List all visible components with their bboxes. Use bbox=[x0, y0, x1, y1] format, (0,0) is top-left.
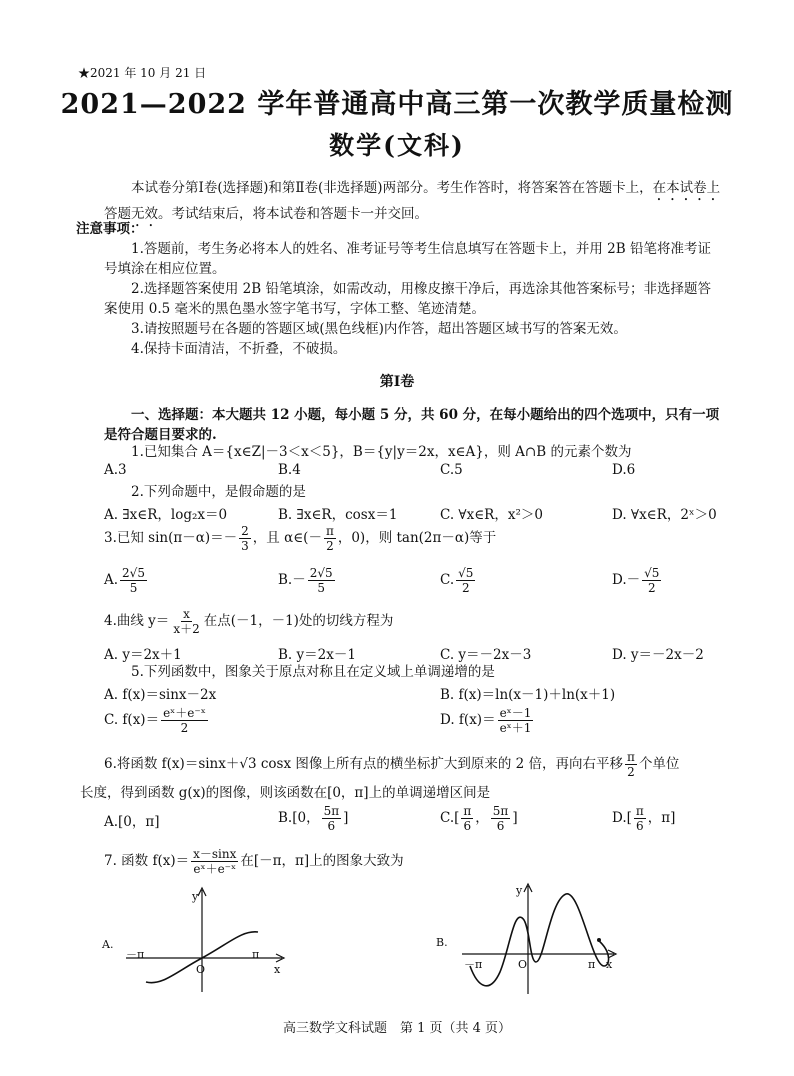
q3-c-prefix: C. bbox=[440, 572, 455, 588]
graph-b-pi: π bbox=[588, 958, 596, 971]
q5-d-den: eˣ＋1 bbox=[499, 721, 532, 735]
q6-d-den: 6 bbox=[636, 819, 644, 833]
q6-c1-den: 6 bbox=[463, 819, 472, 833]
q5-option-c bbox=[104, 706, 210, 735]
graph-b-label: B. bbox=[436, 936, 448, 949]
q6-c-fraction-2 bbox=[491, 804, 511, 833]
q7-stem-text-1: 7. 函数 f(x)＝ bbox=[104, 853, 190, 869]
q3-fraction-1-num: 2 bbox=[241, 524, 249, 538]
q7-graph-b bbox=[432, 876, 632, 1006]
intro-paragraph bbox=[104, 178, 724, 230]
q7-fraction-num: x－sinx bbox=[193, 847, 237, 861]
q5-c-den: 2 bbox=[180, 721, 189, 735]
q4-stem-text-1: 4.曲线 y＝ bbox=[104, 613, 170, 629]
q6-d-fraction bbox=[634, 804, 646, 833]
q6-c-prefix: C.[ bbox=[440, 810, 460, 826]
q2-option-b: B. ∃x∈R，cosx＝1 bbox=[278, 507, 398, 523]
q5-option-b: B. f(x)＝ln(x－1)＋ln(x＋1) bbox=[440, 687, 616, 703]
q1-option-d: D.6 bbox=[612, 462, 636, 478]
q5-c-prefix: C. f(x)＝ bbox=[104, 712, 160, 728]
q3-stem bbox=[104, 524, 496, 553]
q3-stem-text-3: ，0)，则 tan(2π－α)等于 bbox=[337, 530, 497, 546]
graph-b-y-label: y bbox=[516, 884, 523, 897]
q6-fraction-den: 2 bbox=[627, 765, 635, 779]
q7-stem bbox=[104, 847, 404, 876]
q3-option-b bbox=[278, 566, 337, 595]
graph-a-label: A. bbox=[102, 938, 114, 951]
q1-option-c: C.5 bbox=[440, 462, 463, 478]
q3-a-fraction bbox=[120, 566, 147, 595]
q6-d-num: π bbox=[635, 804, 644, 818]
q4-fraction bbox=[171, 607, 201, 636]
notice-item-1: 1.答题前，考生务必将本人的姓名、准考证号等考生信息填写在答题卡上，并用 2B 铅笔将准考证号填涂在相应位置。 bbox=[104, 241, 711, 277]
q6-c-suffix: ] bbox=[512, 810, 518, 826]
q6-fraction bbox=[625, 750, 637, 779]
q6-option-b bbox=[278, 804, 348, 833]
q3-a-prefix: A. bbox=[104, 572, 119, 588]
q6-b-prefix: B.[0， bbox=[278, 810, 320, 826]
graph-a-origin: O bbox=[196, 963, 206, 976]
q2-option-c: C. ∀x∈R，x²＞0 bbox=[440, 507, 543, 523]
q1-stem: 1.已知集合 A＝{x∈Z|－3＜x＜5}，B＝{y|y＝2x，x∈A}，则 A∩B 的元素个数为 bbox=[131, 444, 632, 460]
q3-option-c bbox=[440, 566, 477, 595]
q3-stem-text-2: ，且 α∈(－ bbox=[252, 530, 322, 546]
q3-b-fraction bbox=[308, 566, 335, 595]
q1-option-a: A.3 bbox=[104, 462, 127, 478]
q3-b-den: 5 bbox=[317, 581, 325, 595]
q5-option-d bbox=[440, 706, 535, 735]
q6-stem-text-1: 6.将函数 f(x)＝sinx＋√3 cosx 图像上所有点的横坐标扩大到原来的 2 倍，再向右平移 bbox=[104, 756, 624, 772]
q3-fraction-1-den: 3 bbox=[241, 539, 249, 553]
q6-option-a: A.[0，π] bbox=[104, 814, 160, 830]
q6-d-prefix: D.[ bbox=[612, 810, 632, 826]
intro-emphasis-2: 试卷上答题无效 bbox=[104, 180, 721, 222]
graph-a-pi: π bbox=[252, 948, 260, 961]
q5-option-a: A. f(x)＝sinx－2x bbox=[104, 687, 217, 703]
q3-fraction-2 bbox=[324, 524, 336, 553]
exam-subject: 数学(文科) bbox=[329, 131, 465, 160]
page-footer: 高三数学文科试题 第 1 页（共 4 页） bbox=[282, 1021, 512, 1036]
q5-c-fraction bbox=[161, 706, 208, 735]
q6-c-fraction-1 bbox=[461, 804, 473, 833]
q3-option-a bbox=[104, 566, 149, 595]
q6-c-mid: ， bbox=[475, 810, 489, 826]
graph-a-y-label: y bbox=[192, 890, 199, 903]
q3-stem-text-1: 3.已知 sin(π－α)＝－ bbox=[104, 530, 238, 546]
q5-d-num: eˣ－1 bbox=[499, 706, 532, 720]
q4-stem bbox=[104, 607, 393, 636]
notice-item-3: 3.请按照题号在各题的答题区域(黑色线框)内作答，超出答题区域书写的答案无效。 bbox=[131, 321, 627, 337]
q6-c2-num: 5π bbox=[492, 804, 509, 818]
q4-option-c: C. y＝－2x－3 bbox=[440, 647, 532, 663]
intro-emphasis-1: 在本 bbox=[652, 180, 680, 196]
q4-option-a: A. y＝2x＋1 bbox=[104, 647, 182, 663]
q6-b-suffix: ] bbox=[343, 810, 349, 826]
q3-a-num: 2√5 bbox=[122, 566, 145, 580]
q3-fraction-2-num: π bbox=[325, 524, 334, 538]
q2-option-d: D. ∀x∈R，2ˣ＞0 bbox=[612, 507, 717, 523]
graph-a-x-label: x bbox=[274, 963, 281, 976]
q3-c-fraction bbox=[456, 566, 475, 595]
notice-item-2: 2.选择题答案使用 2B 铅笔填涂，如需改动，用橡皮擦干净后，再选涂其他答案标号；非选择题答案使用 0.5 毫米的黑色墨水签字笔书写，字体工整、笔迹清楚。 bbox=[104, 281, 711, 317]
q6-d-suffix: ，π] bbox=[647, 810, 676, 826]
q5-d-prefix: D. f(x)＝ bbox=[440, 712, 496, 728]
q5-stem: 5.下列函数中，图象关于原点对称且在定义域上单调递增的是 bbox=[131, 664, 495, 680]
q6-b-fraction bbox=[322, 804, 342, 833]
q6-c2-den: 6 bbox=[496, 819, 505, 833]
exam-date: ★2021 年 10 月 21 日 bbox=[78, 66, 207, 80]
q3-b-num: 2√5 bbox=[309, 566, 333, 580]
q6-fraction-num: π bbox=[627, 750, 635, 764]
q3-d-fraction bbox=[642, 566, 661, 595]
q2-stem: 2.下列命题中，是假命题的是 bbox=[131, 484, 306, 500]
graph-b-x-label: x bbox=[606, 958, 613, 971]
q7-fraction-den: eˣ＋e⁻ˣ bbox=[193, 862, 237, 876]
exam-title: 2021—2022 学年普通高中高三第一次教学质量检测 bbox=[60, 89, 734, 120]
intro-text: 本试卷分第Ⅰ卷(选择题)和第Ⅱ卷(非选择题)两部分。考生作答时，将答案答在答题卡上， bbox=[131, 180, 653, 196]
q6-stem-line-2: 长度，得到函数 g(x)的图像，则该函数在[0，π]上的单调递增区间是 bbox=[80, 785, 491, 801]
q6-stem-text-2: 个单位 bbox=[638, 756, 680, 772]
q3-c-num: √5 bbox=[458, 566, 474, 580]
graph-b-neg-pi: －π bbox=[464, 958, 483, 971]
graph-a-neg-pi: －π bbox=[126, 948, 145, 961]
q7-stem-text-2: 在[－π，π]上的图象大致为 bbox=[240, 853, 404, 869]
q6-b-den: 6 bbox=[327, 819, 336, 833]
q6-b-num: 5π bbox=[323, 804, 340, 818]
q3-fraction-2-den: 2 bbox=[326, 539, 334, 553]
graph-b-endpoint bbox=[597, 938, 601, 942]
q4-option-d: D. y＝－2x－2 bbox=[612, 647, 704, 663]
q3-d-num: √5 bbox=[644, 566, 660, 580]
q3-d-prefix: D.－ bbox=[612, 572, 641, 588]
q1-option-b: B.4 bbox=[278, 462, 301, 478]
q6-c1-num: π bbox=[463, 804, 472, 818]
graph-b-curve bbox=[470, 894, 609, 986]
q2-option-a: A. ∃x∈R，log₂x＝0 bbox=[104, 507, 228, 523]
notice-item-4: 4.保持卡面清洁，不折叠，不破损。 bbox=[131, 341, 347, 357]
section-title: 第Ⅰ卷 bbox=[379, 374, 415, 390]
intro-text-2: 。考试结束后，将本试卷和答题卡一并交回。 bbox=[158, 206, 428, 222]
q3-b-prefix: B.－ bbox=[278, 572, 306, 588]
q7-graph-a bbox=[96, 880, 296, 1000]
q6-option-d bbox=[612, 804, 675, 833]
q3-d-den: 2 bbox=[647, 581, 656, 595]
q4-stem-text-2: 在点(－1，－1)处的切线方程为 bbox=[203, 613, 394, 629]
graph-b-origin: O bbox=[518, 958, 528, 971]
q6-stem bbox=[104, 750, 679, 779]
q3-option-d bbox=[612, 566, 663, 595]
q4-fraction-den: x＋2 bbox=[173, 622, 200, 636]
section-heading: 一、选择题：本大题共 12 小题，每小题 5 分，共 60 分，在每小题给出的四个选项中，只有一项是符合题目要求的. bbox=[104, 407, 720, 443]
q4-option-b: B. y＝2x－1 bbox=[278, 647, 356, 663]
notice-heading: 注意事项： bbox=[76, 221, 144, 237]
q4-fraction-num: x bbox=[183, 607, 190, 621]
q3-c-den: 2 bbox=[461, 581, 470, 595]
q6-option-c bbox=[440, 804, 518, 833]
q3-fraction-1 bbox=[239, 524, 251, 553]
q5-c-num: eˣ＋e⁻ˣ bbox=[163, 706, 206, 720]
q3-a-den: 5 bbox=[129, 581, 138, 595]
q5-d-fraction bbox=[498, 706, 534, 735]
q7-fraction bbox=[191, 847, 238, 876]
